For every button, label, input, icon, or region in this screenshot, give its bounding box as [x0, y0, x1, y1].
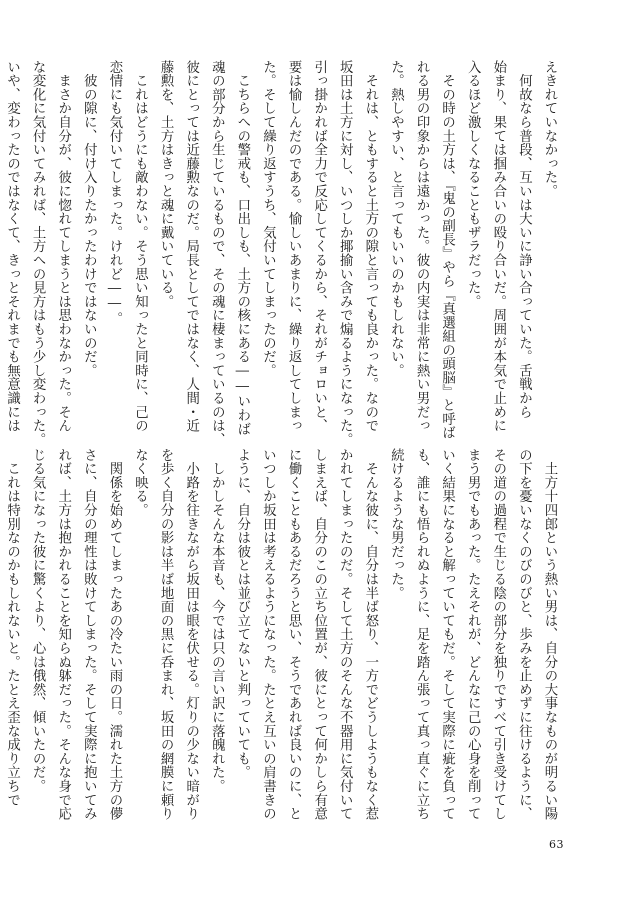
text-line: しかしそんな本音も、今では只の言い訳に落魄れた。: [209, 448, 225, 793]
text-line: いつしか坂田は考えるようになった。たとえ互いの肩書きの: [260, 448, 276, 821]
text-line: その時の土方は、『鬼の副長』やら『真選組の頭脳』と呼ば: [439, 60, 455, 440]
text-line: 土方十四郎という熱い男は、自分の大事なものが明るい陽: [542, 448, 557, 821]
text-line: に働くこともあるだろうと思い、そうであれば良いのに、と: [286, 448, 302, 821]
text-line: いや、変わったのではなくて、きっとそれまでも無意識には: [4, 60, 20, 433]
text-line: それは、ともすると土方の隙と言っても良かった。なので: [362, 60, 378, 433]
text-line: ように、自分は彼とは並び立てないと判っていても。: [234, 448, 250, 780]
text-line: かれてしまったのだ。そして土方のそんな不器用に気付いて: [337, 448, 353, 821]
text-line: た。熱しやすい、と言ってもいいのかもしれない。: [388, 60, 404, 378]
text-line: まさか自分が、彼に惚れてしまうとは思わなかった。そん: [55, 60, 71, 433]
text-line: しまえば、自分のこの立ち位置が、彼にとって何かしら有意: [311, 448, 327, 821]
text-line: 彼の隙に、付け入りたかったわけではないのだ。: [81, 60, 97, 378]
text-line: 続けるような男だった。: [388, 448, 404, 600]
text-line: 藤勲を、土方はきっと魂に戴いている。: [158, 60, 174, 309]
text-line: な変化に気付いてみれば、土方への見方はもう少し変わった。: [30, 60, 46, 447]
text-line: その道の過程で生じる陰の部分を独りですべて引き受けてし: [490, 448, 506, 821]
text-line: こちらへの警戒も、口出しも、土方の核にある――いわば: [234, 60, 250, 436]
text-line: 要は愉しんだのである。愉しいあまりに、繰り返してしまっ: [286, 60, 302, 433]
text-line: これはどうにも敵わない。そう思い知ったと同時に、己の: [132, 60, 148, 433]
text-line: えきれていなかった。: [542, 60, 557, 198]
text-line: 小路を往きながら坂田は眼を伏せる。灯りの少ない暗がり: [183, 448, 199, 821]
text-line: 恋情にも気付いてしまった。けれど――。: [106, 60, 122, 326]
text-line: 何故なら普段、互いは大いに諍い合っていた。舌戦から: [516, 60, 532, 419]
lower-text-block: [0, 448, 562, 828]
text-line: 坂田は土方に対し、いつしか揶揄い含みで煽るようになった。: [337, 60, 353, 447]
text-line: 関係を始めてしまったあの冷たい雨の日。濡れた土方の儚: [106, 448, 122, 821]
text-line: なく映る。: [132, 448, 148, 517]
text-line: の下を憂いなくのびのびと、歩みを止めずに往けるように、: [516, 448, 532, 821]
text-line: 入るほど激しくなることもザラだった。: [465, 60, 481, 309]
text-line: いく結果になると解っていてもだ。そして実際に疵を負って: [439, 448, 455, 821]
text-line: まう男でもあった。たえそれが、どんなに己の心身を削って: [465, 448, 481, 821]
text-line: た。そして繰り返すうち、気付いてしまったのだ。: [260, 60, 276, 378]
text-line: も、誰にも悟られぬように、足を踏ん張って真っ直ぐに立ち: [414, 448, 430, 821]
text-line: さに、自分の理性は敗けてしまった。そして実際に抱いてみ: [81, 448, 97, 821]
page-number: 63: [549, 838, 564, 851]
text-line: これは特別なのかもしれないと。たとえ歪な成り立ちで: [4, 448, 20, 807]
upper-text-block: [0, 60, 562, 447]
text-line: 彼にとっては近藤勲なのだ。局長としてではなく、人間・近: [183, 60, 199, 433]
text-line: れば、土方は抱かれることを知らぬ躰だった。そんな身で応: [55, 448, 71, 821]
text-line: じる気になった彼に驚くより、心は俄然、傾いたのだ。: [30, 448, 46, 793]
text-line: れる男の印象からは遠かった。彼の内実は非常に熱い男だっ: [414, 60, 430, 433]
text-line: 始まり、果ては掴み合いの殴り合いだ。周囲が本気で止めに: [490, 60, 506, 433]
text-line: 引っ掛かれば全力で反応してくるから、それがチョロいと、: [311, 60, 327, 433]
text-line: そんな彼に、自分は半ば怒り、一方でどうしようもなく惹: [362, 448, 378, 821]
text-line: 魂の部分から生じているもので、その魂に棲まっているのは、: [209, 60, 225, 447]
text-line: を歩く自分の影は半ば地面の黒に呑まれ、坂田の網膜に頼り: [158, 448, 174, 821]
